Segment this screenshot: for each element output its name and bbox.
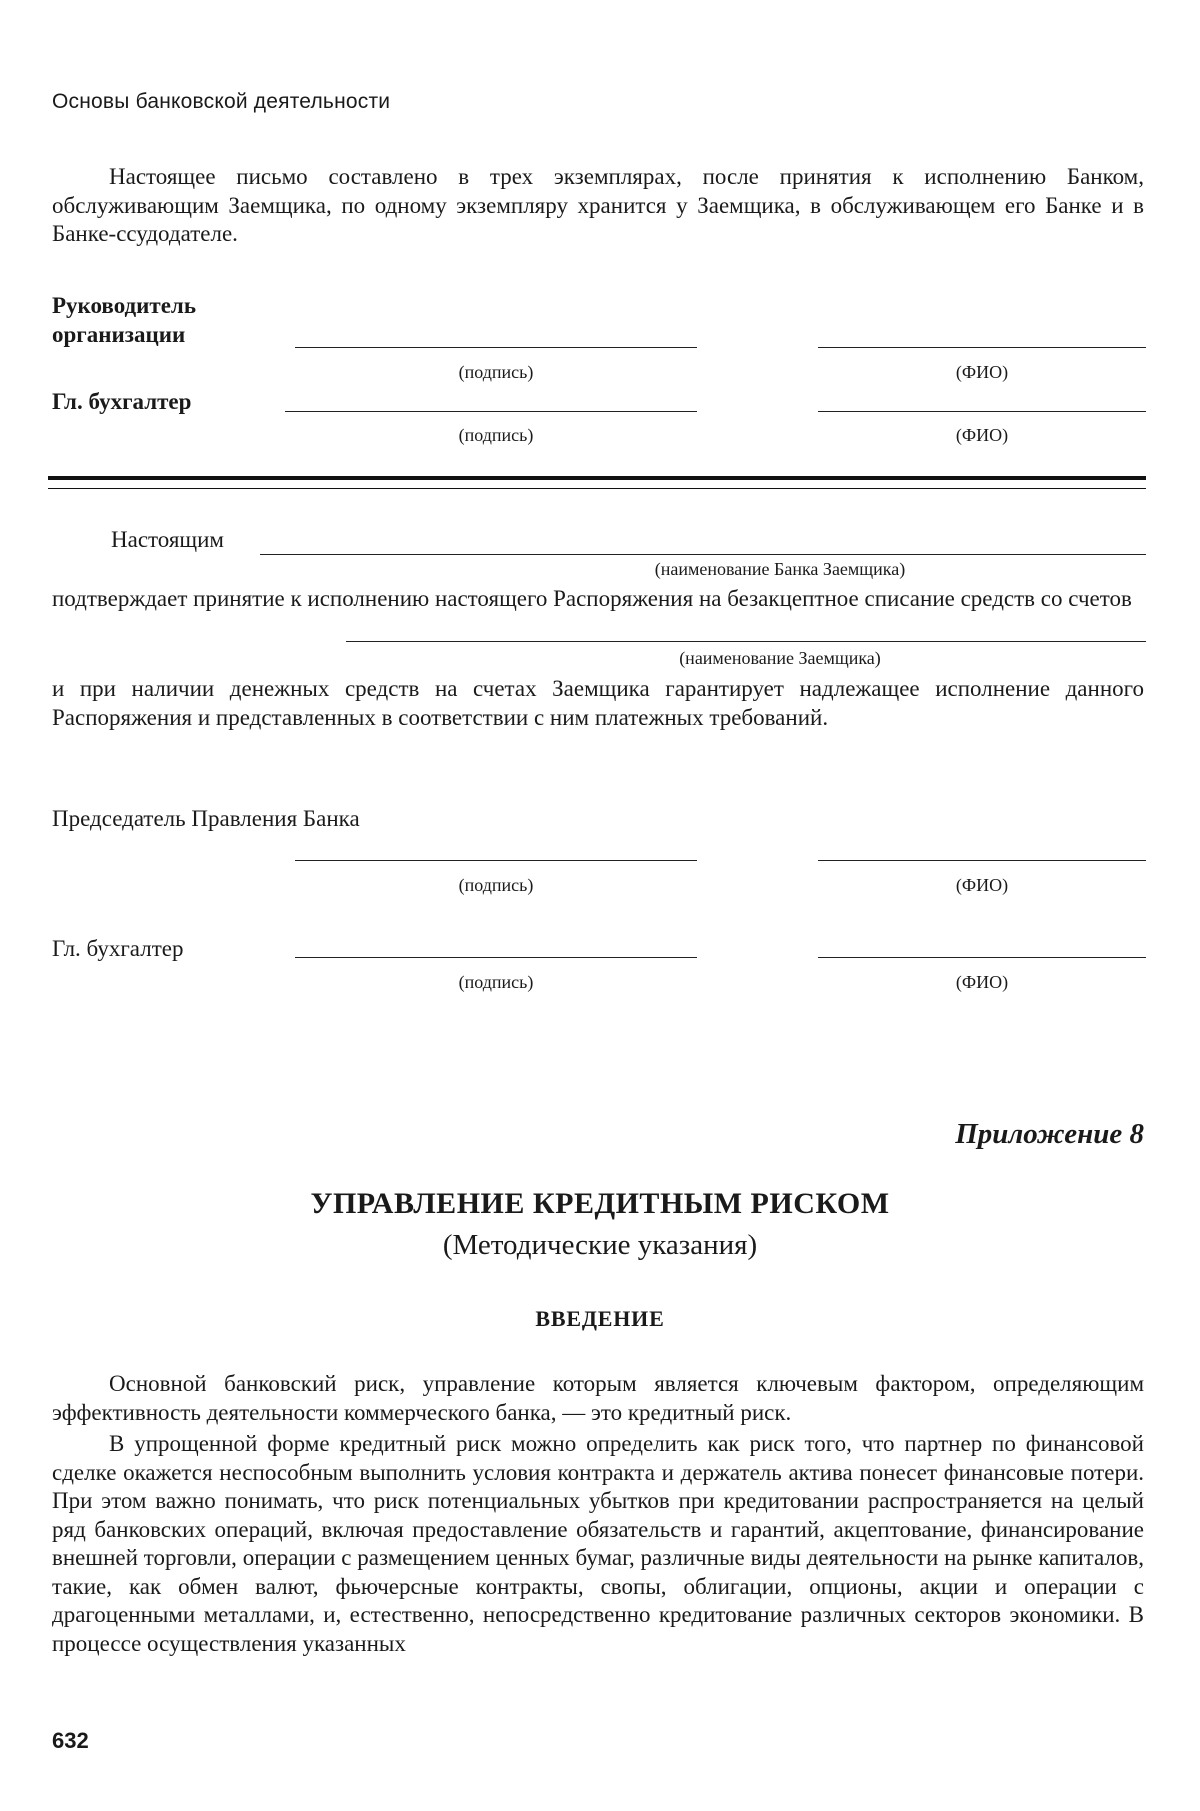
accountant-signature-caption: (подпись)	[458, 425, 534, 445]
bank-name-line	[260, 554, 1146, 555]
borrower-name-line	[346, 641, 1146, 642]
intro-paragraph: Настоящее письмо составлено в трех экземплярах, после принятия к исполнению Банком, обслуживающим Заемщика, по одному экземпляру хранится у Заемщика, в обслуживающем его Банке и в Банке-ссудодателе.	[52, 164, 1144, 246]
separator-thick-rule	[48, 476, 1146, 480]
running-head: Основы банковской деятельности	[52, 90, 391, 113]
bank-accountant-name-caption: (ФИО)	[955, 972, 1009, 992]
bank-accountant-signature-line	[295, 957, 697, 958]
head-name-caption: (ФИО)	[955, 362, 1009, 382]
borrower-name-caption: (наименование Заемщика)	[679, 648, 881, 668]
head-signature-caption: (подпись)	[458, 362, 534, 382]
document-subtitle: (Методические указания)	[442, 1229, 758, 1261]
head-name-line	[818, 347, 1146, 348]
accountant-name-line	[818, 411, 1146, 412]
bank-accountant-signature-caption: (подпись)	[458, 972, 534, 992]
bank-accountant-name-line	[818, 957, 1146, 958]
bank-chief-accountant-label: Гл. бухгалтер	[52, 936, 184, 961]
chair-name-caption: (ФИО)	[955, 875, 1009, 895]
head-signature-line	[295, 347, 697, 348]
head-of-organization-label: Руководитель организации	[52, 293, 196, 347]
body-paragraph-2: В упрощенной форме кредитный риск можно определить как риск того, что партнер по финансовой сделке окажется неспособным выполнить условия контракта и держатель актива понесет финансовые потери. При этом важно понимать, что риск потенциальных убытков при кредитовании распространяется на целый ряд банковских операций, включая предоставление обязательств и гарантий, акцептование, финансирование внешней торговли, операции с размещением ценных бумаг, различные виды деятельности на рынке капиталов, такие, как обмен валют, фьючерсные контракты, свопы, облигации, опционы, акции и операции с драгоценными металлами, и, естественно, непосредственно кредитование различных секторов экономики. В процессе осуществления указанных	[52, 1431, 1144, 1656]
bank-name-caption: (наименование Банка Заемщика)	[654, 559, 906, 579]
page-number: 632	[52, 1728, 89, 1753]
confirmation-middle-text: подтверждает принятие к исполнению настоящего Распоряжения на безакцептное списание средств со счетов	[52, 586, 1132, 611]
document-title: УПРАВЛЕНИЕ КРЕДИТНЫМ РИСКОМ	[310, 1187, 890, 1220]
separator-thin-rule	[48, 488, 1146, 489]
chair-signature-caption: (подпись)	[458, 875, 534, 895]
section-heading: ВВЕДЕНИЕ	[535, 1306, 665, 1331]
appendix-label: Приложение 8	[955, 1118, 1144, 1150]
chair-name-line	[818, 860, 1146, 861]
bank-chair-label: Председатель Правления Банка	[52, 806, 360, 831]
chair-signature-line	[295, 860, 697, 861]
accountant-name-caption: (ФИО)	[955, 425, 1009, 445]
confirmation-lead: Настоящим	[111, 527, 224, 552]
body-paragraph-1: Основной банковский риск, управление которым является ключевым фактором, определяющим эффективность деятельности коммерческого банка, — это кредитный риск.	[52, 1371, 1144, 1425]
chief-accountant-label: Гл. бухгалтер	[52, 389, 192, 414]
accountant-signature-line	[285, 411, 697, 412]
confirmation-closing-text: и при наличии денежных средств на счетах Заемщика гарантирует надлежащее исполнение данного Распоряжения и представленных в соответствии с ним платежных требований.	[52, 676, 1144, 730]
